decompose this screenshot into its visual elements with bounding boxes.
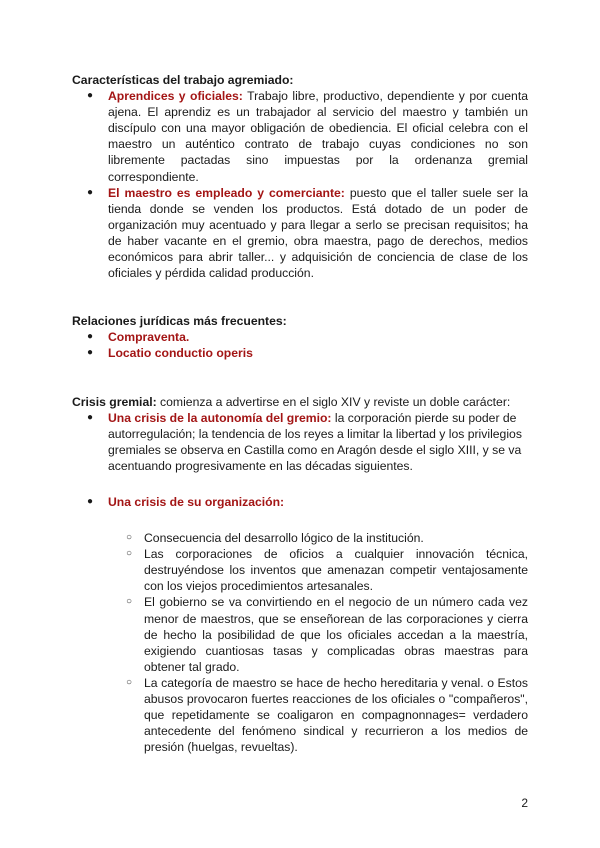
list-item bbox=[72, 410, 528, 474]
item-label: Una crisis de su organización: bbox=[108, 494, 285, 509]
sub-list-item bbox=[72, 530, 528, 546]
hollow-bullet-icon: ○ bbox=[126, 548, 133, 560]
item-text: Trabajo libre, productivo, dependiente y por cuenta ajena. El aprendiz es un trabajador al servicio del maestro y también un discípulo con una mayor obligación de obediencia. El oficial celebra con el maestro un auténtico contrato de trabajo cuyas condiciones no son libremente pactadas sino impuestas por la ordenanza gremial correspondiente. bbox=[108, 89, 528, 184]
caracteristicas-list bbox=[72, 88, 528, 281]
bullet-icon: ● bbox=[87, 331, 94, 343]
bullet-icon: ● bbox=[87, 186, 94, 198]
crisis-list bbox=[72, 410, 528, 474]
bullet-icon: ● bbox=[87, 411, 94, 423]
bullet-icon: ● bbox=[87, 495, 94, 507]
list-item bbox=[72, 329, 528, 345]
hollow-bullet-icon: ○ bbox=[126, 532, 133, 544]
sub-list-item bbox=[72, 546, 528, 594]
list-item bbox=[72, 345, 528, 361]
sub-item-text: Consecuencia del desarrollo lógico de la institución. bbox=[144, 531, 424, 546]
bullet-icon: ● bbox=[87, 90, 94, 102]
sub-item-text: Las corporaciones de oficios a cualquier innovación técnica, destruyéndose los inventos que amenazan competir ventajosamente con los viejos procedimientos artesanales. bbox=[144, 547, 528, 594]
document-page bbox=[72, 72, 528, 755]
item-text: puesto que el taller suele ser la tienda donde se venden los productos. Está dotado de un poder de organización muy acentuado y para llegar a serlo se precisan requisitos; ha de haber vacante en el gremio, obra maestra, pago de derechos, medios económicos para abrir taller... y adquisición de conciencia de clase de los oficiales y pérdida calidad producción. bbox=[108, 185, 528, 281]
page-number: 2 bbox=[521, 796, 528, 810]
item-label: El maestro es empleado y comerciante: bbox=[108, 185, 345, 200]
list-item bbox=[72, 88, 528, 185]
crisis-list-2 bbox=[72, 494, 528, 510]
sub-item-text: El gobierno se va convirtiendo en el negocio de un número cada vez menor de maestros, que se enseñorean de las corporaciones y cierra de hecho la posibilidad de que los oficiales accedan a la maestría, exigiendo cuantiosas tasas y complicadas obras maestras para obtener tal grado. bbox=[144, 595, 528, 674]
sub-list-item bbox=[72, 675, 528, 755]
item-label: Aprendices y oficiales: bbox=[108, 89, 243, 104]
sub-list-item bbox=[72, 594, 528, 674]
hollow-bullet-icon: ○ bbox=[126, 596, 133, 608]
item-label: Compraventa. bbox=[108, 330, 190, 345]
crisis-intro-text: comienza a advertirse en el siglo XIV y reviste un doble carácter: bbox=[156, 394, 511, 409]
list-item bbox=[72, 494, 528, 510]
item-label: Locatio conductio operis bbox=[108, 346, 253, 361]
crisis-intro bbox=[72, 394, 528, 410]
section-heading-crisis: Crisis gremial: bbox=[72, 394, 157, 409]
organizacion-sublist bbox=[72, 530, 528, 755]
sub-item-text: La categoría de maestro se hace de hecho hereditaria y venal. o Estos abusos provocaron fuertes reacciones de los oficiales o "compañeros", que repetidamente se coaligaron en compagnonnages= verdadero antecedente del fenómeno sindical y recurrieron a los medios de presión (huelgas, revueltas). bbox=[144, 675, 528, 755]
item-text: la corporación pierde su poder de autorregulación; la tendencia de los reyes a limitar la libertad y los privilegios gremiales se observa en Castilla como en Aragón desde el siglo XIII, y se va acentuando progresivamente en las décadas siguientes. bbox=[108, 410, 522, 473]
list-item bbox=[72, 185, 528, 282]
section-heading-caracteristicas: Características del trabajo agremiado: bbox=[72, 73, 294, 87]
relaciones-list bbox=[72, 329, 528, 361]
item-label: Una crisis de la autonomía del gremio: bbox=[108, 410, 332, 425]
hollow-bullet-icon: ○ bbox=[126, 676, 133, 688]
section-heading-relaciones: Relaciones jurídicas más frecuentes: bbox=[72, 314, 287, 329]
bullet-icon: ● bbox=[87, 347, 94, 359]
